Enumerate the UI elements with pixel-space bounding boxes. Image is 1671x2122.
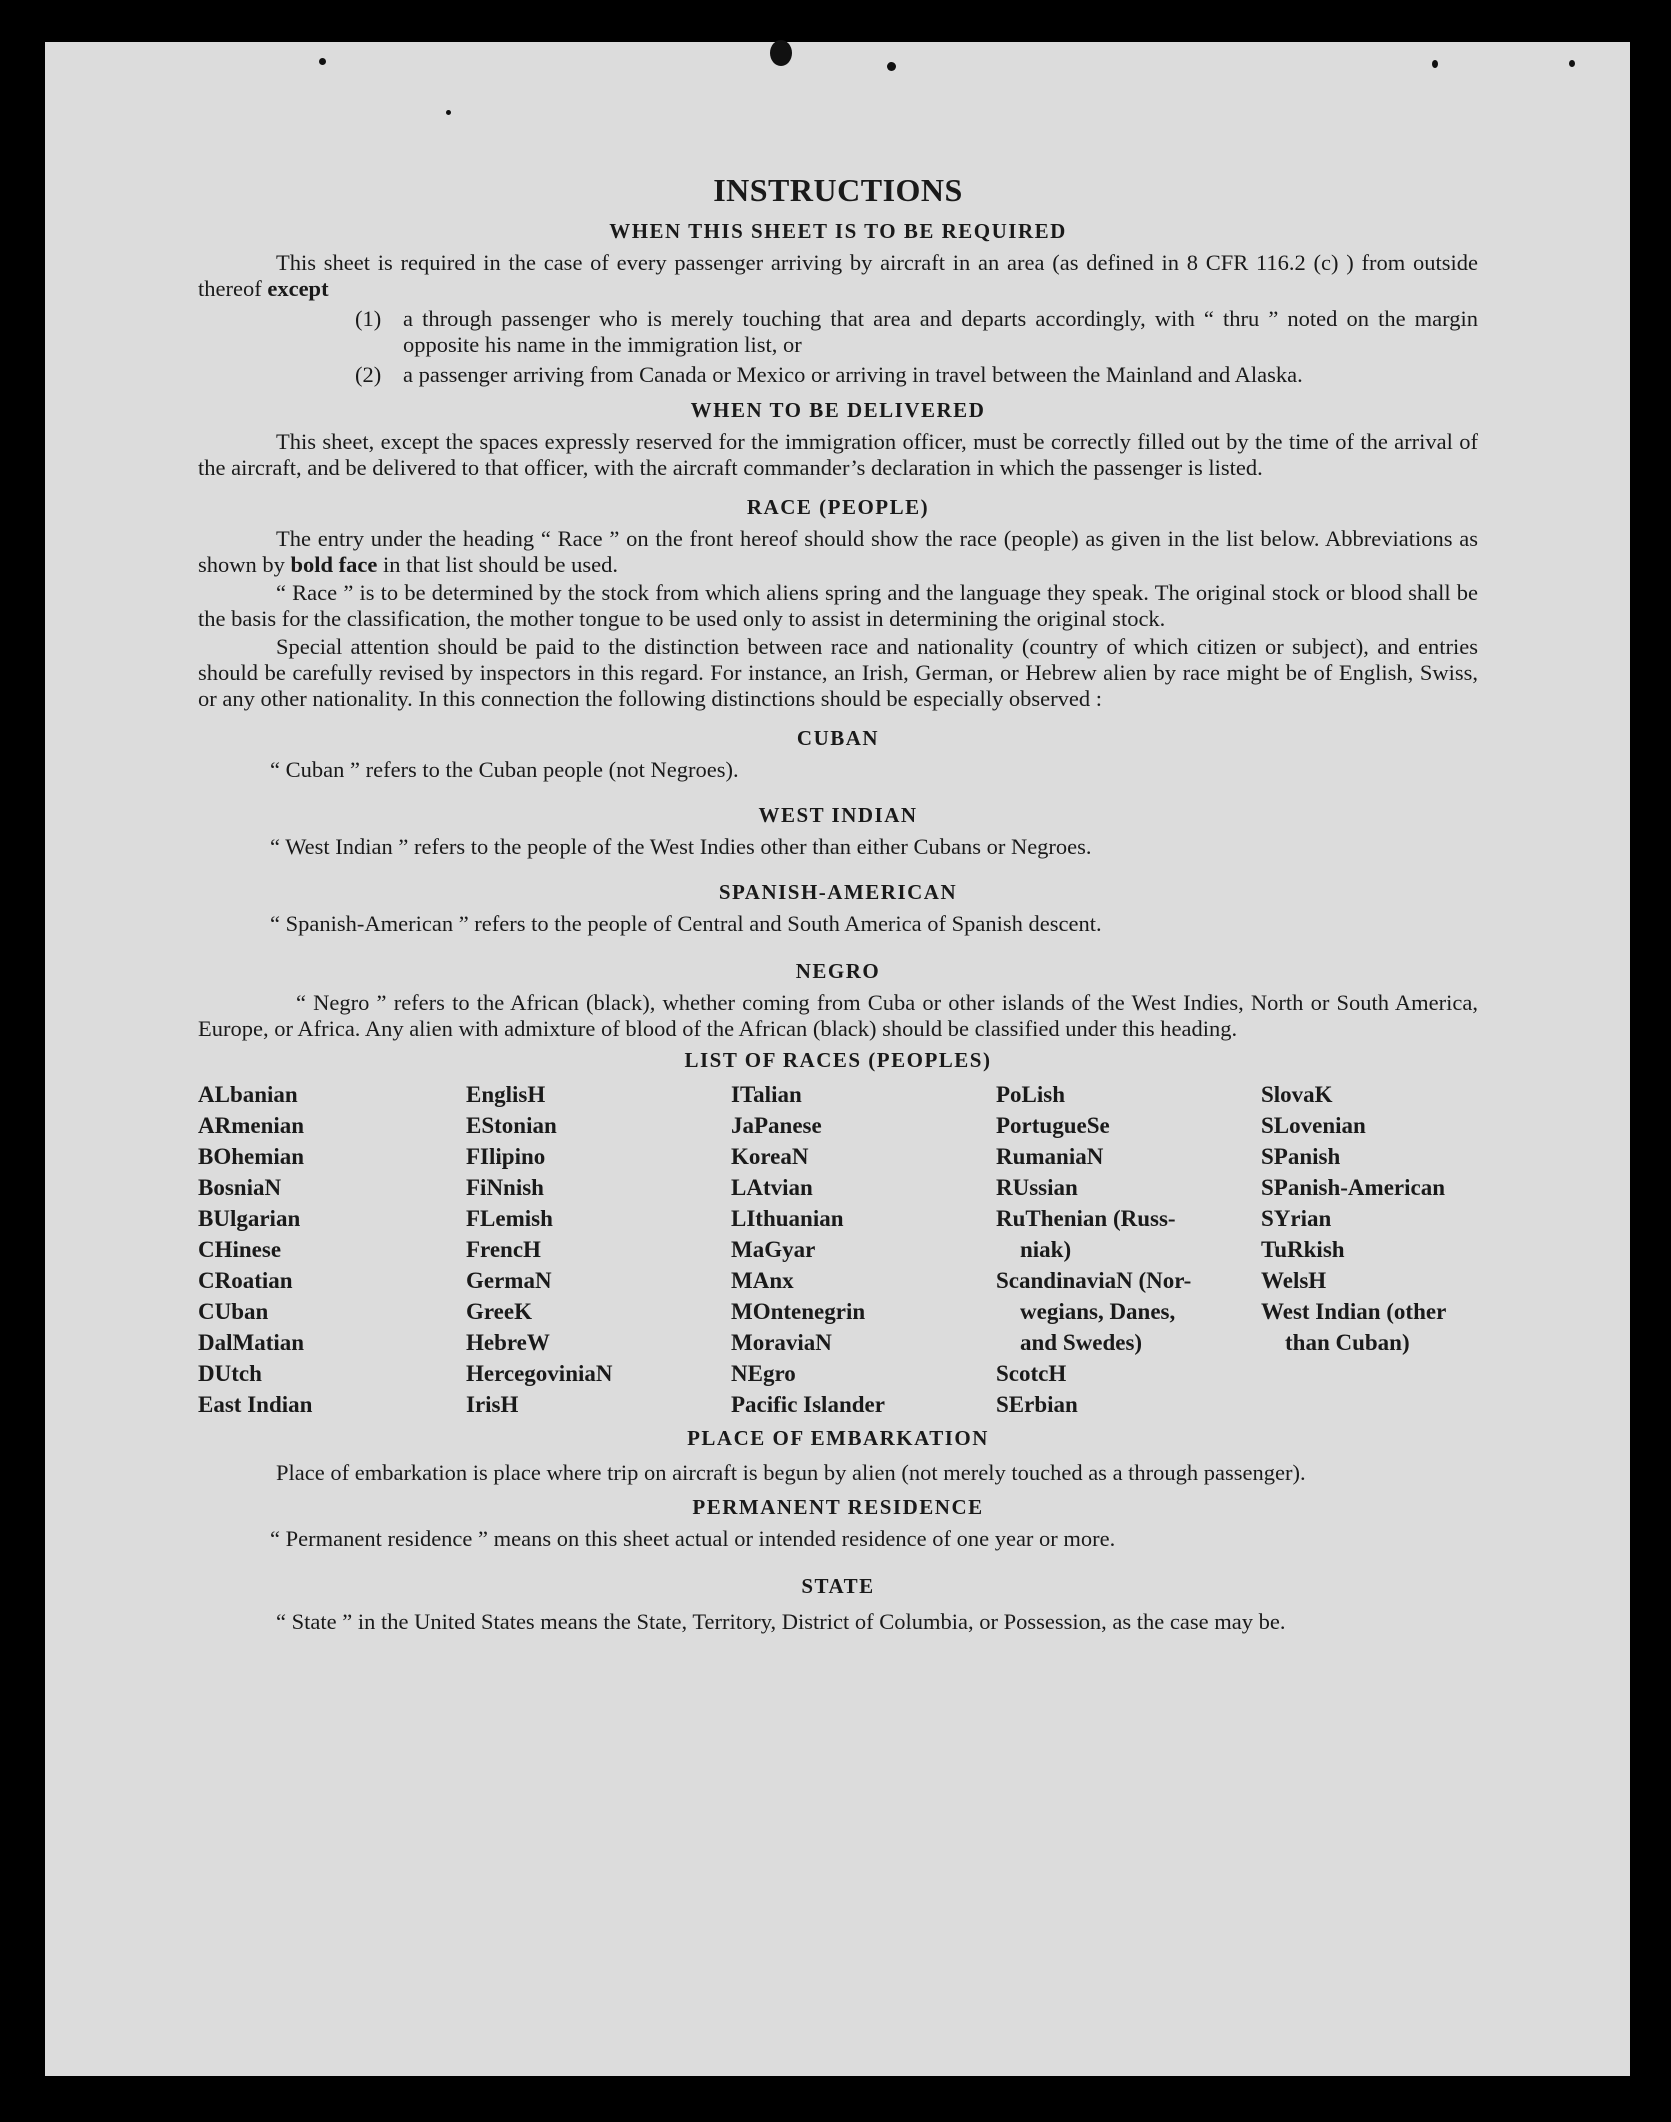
ink-speck bbox=[319, 58, 326, 65]
race-entry: DUtch bbox=[198, 1361, 262, 1386]
race-entry: MAnx bbox=[731, 1268, 794, 1293]
race-entry: KoreaN bbox=[731, 1144, 809, 1169]
race-entry: LIthuanian bbox=[731, 1206, 844, 1231]
ink-speck bbox=[1569, 60, 1575, 67]
race-entry: LAtvian bbox=[731, 1175, 813, 1200]
race-paragraph-3: Special attention should be paid to the distinction between race and nationality (country of which citizen or subject), and entries should be carefully revised by inspectors in this regard. For instance, an Irish, German, or Hebrew alien by race might be of English, Swiss, or any other nationality. In this connection the following distinctions should be especially observed : bbox=[198, 634, 1478, 711]
ink-speck bbox=[887, 62, 896, 71]
race-entry: BosniaN bbox=[198, 1175, 282, 1200]
when-required-heading: WHEN THIS SHEET IS TO BE REQUIRED bbox=[609, 219, 1067, 243]
cuban-text: “ Cuban ” refers to the Cuban people (not Negroes). bbox=[270, 757, 739, 782]
ink-speck bbox=[446, 110, 451, 115]
embarkation-text: Place of embarkation is place where trip on aircraft is begun by alien (not merely touched as a through passenger). bbox=[276, 1460, 1306, 1485]
race-entry: GreeK bbox=[466, 1299, 532, 1324]
race-entry: TuRkish bbox=[1261, 1237, 1345, 1262]
race-entry: ScotcH bbox=[996, 1361, 1067, 1386]
race-heading: RACE (PEOPLE) bbox=[746, 495, 930, 519]
exception-item: (1) a through passenger who is merely touching that area and departs accordingly, with “ thru ” noted on the margin opposite his name in the immigration list, or bbox=[355, 306, 1478, 357]
race-entry: EnglisH bbox=[466, 1082, 546, 1107]
list-of-races-heading: LIST OF RACES (PEOPLES) bbox=[684, 1048, 992, 1072]
race-entry: MOntenegrin bbox=[731, 1299, 866, 1324]
race-entry: FLemish bbox=[466, 1206, 553, 1231]
race-entry: FiNnish bbox=[466, 1175, 544, 1200]
races-column bbox=[466, 1079, 731, 1420]
residence-heading: PERMANENT RESIDENCE bbox=[692, 1495, 984, 1519]
race-entry: RumaniaN bbox=[996, 1144, 1104, 1169]
race-paragraph-1: The entry under the heading “ Race ” on the front hereof should show the race (people) as given in the list below. Abbreviations as shown by bold face in that list should be used. bbox=[198, 526, 1478, 577]
page-title: INSTRUCTIONS bbox=[713, 172, 963, 208]
race-entry: WelsH bbox=[1261, 1268, 1327, 1293]
race-entry: CUban bbox=[198, 1299, 269, 1324]
races-column bbox=[731, 1079, 996, 1420]
state-text: “ State ” in the United States means the State, Territory, District of Columbia, or Possession, as the case may be. bbox=[276, 1609, 1286, 1634]
race-entry: than Cuban) bbox=[1285, 1330, 1410, 1355]
race-entry: SlovaK bbox=[1261, 1082, 1333, 1107]
race-entry: FIlipino bbox=[466, 1144, 546, 1169]
residence-text: “ Permanent residence ” means on this sheet actual or intended residence of one year or more. bbox=[270, 1526, 1116, 1551]
when-delivered-heading: WHEN TO BE DELIVERED bbox=[690, 398, 986, 422]
race-entry: ITalian bbox=[731, 1082, 802, 1107]
exception-item: (2) a passenger arriving from Canada or Mexico or arriving in travel between the Mainland and Alaska. bbox=[355, 362, 1303, 387]
race-entry: DalMatian bbox=[198, 1330, 305, 1355]
state-heading: STATE bbox=[801, 1574, 875, 1598]
race-entry: wegians, Danes, bbox=[1020, 1299, 1176, 1324]
ink-speck bbox=[770, 40, 792, 66]
race-entry: JaPanese bbox=[731, 1113, 822, 1138]
document-page bbox=[45, 42, 1630, 2076]
race-entry: FrencH bbox=[466, 1237, 541, 1262]
races-column bbox=[996, 1079, 1261, 1420]
race-entry: MoraviaN bbox=[731, 1330, 832, 1355]
race-entry: East Indian bbox=[198, 1392, 313, 1417]
race-entry: GermaN bbox=[466, 1268, 552, 1293]
ink-speck bbox=[1432, 60, 1438, 68]
race-entry: ScandinaviaN (Nor- bbox=[996, 1268, 1192, 1293]
negro-text: “ Negro ” refers to the African (black), whether coming from Cuba or other islands of the West Indies, North or South America, Europe, or Africa. Any alien with admixture of blood of the African (black) should be classified under this heading. bbox=[198, 990, 1478, 1041]
instructions-content bbox=[198, 172, 1478, 1639]
race-entry: BOhemian bbox=[198, 1144, 305, 1169]
race-entry: HercegoviniaN bbox=[466, 1361, 613, 1386]
negro-heading: NEGRO bbox=[795, 959, 881, 983]
race-entry: niak) bbox=[1020, 1237, 1072, 1262]
race-entry: SPanish-American bbox=[1261, 1175, 1445, 1200]
race-entry: EStonian bbox=[466, 1113, 557, 1138]
race-entry: and Swedes) bbox=[1020, 1330, 1143, 1355]
race-entry: SLovenian bbox=[1261, 1113, 1366, 1138]
west-indian-text: “ West Indian ” refers to the people of the West Indies other than either Cubans or Negroes. bbox=[270, 834, 1092, 859]
race-entry: BUlgarian bbox=[198, 1206, 301, 1231]
race-entry: IrisH bbox=[466, 1392, 519, 1417]
cuban-heading: CUBAN bbox=[796, 726, 880, 750]
race-paragraph-2: “ Race ” is to be determined by the stock from which aliens spring and the language they speak. The original stock or blood shall be the basis for the classification, the mother tongue to be used only to assist in determining the original stock. bbox=[198, 580, 1478, 631]
race-entry: PortugueSe bbox=[996, 1113, 1110, 1138]
race-entry: PoLish bbox=[996, 1082, 1066, 1107]
race-entry: HebreW bbox=[466, 1330, 550, 1355]
race-entry: SYrian bbox=[1261, 1206, 1332, 1231]
race-entry: RUssian bbox=[996, 1175, 1078, 1200]
race-entry: West Indian (other bbox=[1261, 1299, 1447, 1324]
race-entry: ARmenian bbox=[198, 1113, 305, 1138]
spanish-american-text: “ Spanish-American ” refers to the people of Central and South America of Spanish descent. bbox=[270, 911, 1102, 936]
race-entry: SPanish bbox=[1261, 1144, 1341, 1169]
races-column bbox=[1261, 1079, 1478, 1420]
race-entry: MaGyar bbox=[731, 1237, 816, 1262]
race-entry: CRoatian bbox=[198, 1268, 293, 1293]
spanish-american-heading: SPANISH-AMERICAN bbox=[718, 880, 958, 904]
embarkation-heading: PLACE OF EMBARKATION bbox=[687, 1426, 989, 1450]
race-entry: NEgro bbox=[731, 1361, 796, 1386]
west-indian-heading: WEST INDIAN bbox=[758, 803, 918, 827]
races-list bbox=[198, 1079, 1478, 1420]
race-entry: RuThenian (Russ- bbox=[996, 1206, 1176, 1231]
when-required-intro: This sheet is required in the case of every passenger arriving by aircraft in an area (as defined in 8 CFR 116.2 (c) ) from outside thereof except bbox=[198, 250, 1478, 301]
when-delivered-text: This sheet, except the spaces expressly reserved for the immigration officer, must be correctly filled out by the time of the arrival of the aircraft, and be delivered to that officer, with the aircraft commander’s declaration in which the passenger is listed. bbox=[198, 429, 1478, 480]
races-column bbox=[198, 1079, 466, 1420]
race-entry: Pacific Islander bbox=[731, 1392, 885, 1417]
race-entry: CHinese bbox=[198, 1237, 282, 1262]
race-entry: ALbanian bbox=[198, 1082, 298, 1107]
race-entry: SErbian bbox=[996, 1392, 1078, 1417]
